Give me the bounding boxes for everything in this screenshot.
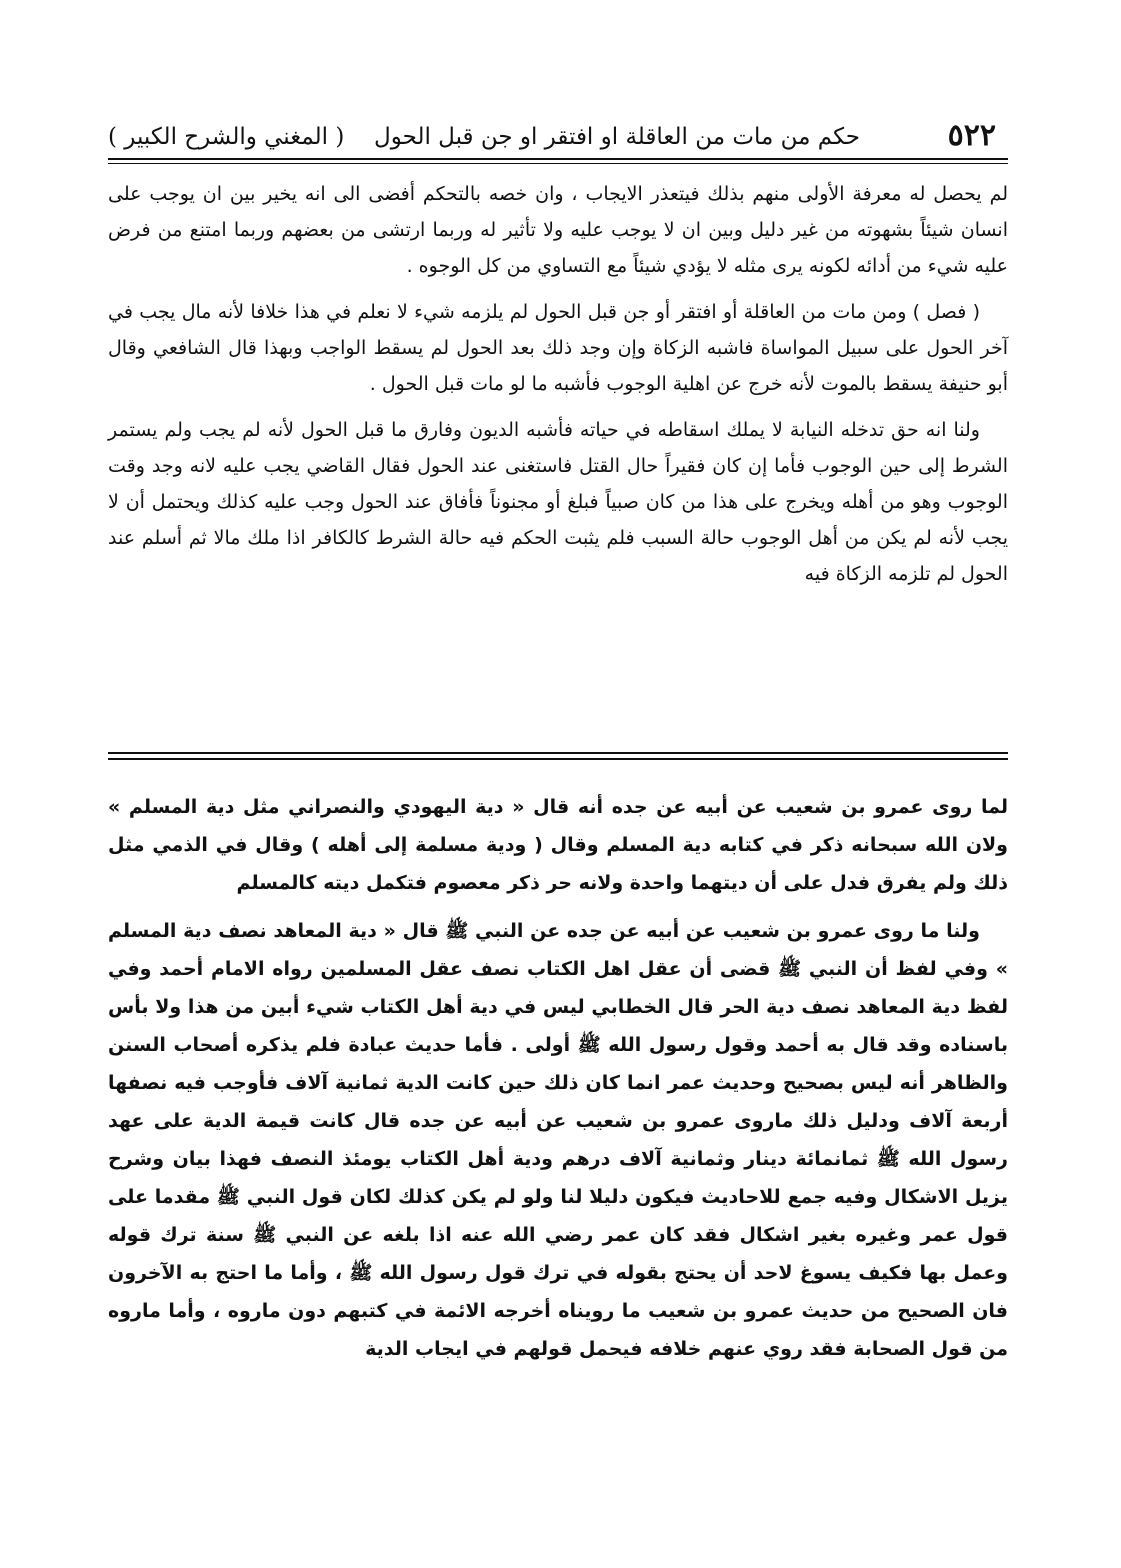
commentary-paragraph: لما روى عمرو بن شعيب عن أبيه عن جده أنه قال « دية اليهودي والنصراني مثل دية المسلم » ولان الله سبحانه ذكر في كتابه دية المسلم وقال ( ودية مسلمة إلى أهله ) وقال في الذمي مثل ذلك ولم يفرق فدل على أن ديتهما واحدة ولانه حر ذكر معصوم فتكمل ديته كالمسلم — [108, 796, 1008, 894]
commentary-text — [108, 788, 1008, 1378]
running-title: حكم من مات من العاقلة او افتقر او جن قبل الحول — [374, 124, 860, 150]
header-divider — [108, 158, 1008, 164]
commentary-paragraph: ولنا ما روى عمرو بن شعيب عن أبيه عن جده عن النبي ﷺ قال « دية المعاهد نصف دية المسلم » وفي لفظ أن النبي ﷺ قضى أن عقل اهل الكتاب نصف عقل المسلمين رواه الامام أحمد وفي لفظ دية المعاهد نصف دية الحر قال الخطابي ليس في دية أهل الكتاب شيء أبين من هذا ولا بأس باسناده وقد قال به أحمد وقول رسول الله ﷺ أولى . فأما حديث عبادة فلم يذكره أصحاب السنن والظاهر أنه ليس بصحيح وحديث عمر انما كان ذلك حين كانت الدية ثمانية آلاف فأوجب فيه نصفها أربعة آلاف ودليل ذلك ماروى عمرو بن شعيب عن أبيه عن جده قال كانت قيمة الدية على عهد رسول الله ﷺ ثمانمائة دينار وثمانية آلاف درهم ودية أهل الكتاب يومئذ النصف فهذا بيان وشرح يزيل الاشكال وفيه جمع للاحاديث فيكون دليلا لنا ولو لم يكن كذلك لكان قول النبي ﷺ مقدما على قول عمر وغيره بغير اشكال فقد كان عمر رضي الله عنه اذا بلغه عن النبي ﷺ سنة ترك قوله وعمل بها فكيف يسوغ لاحد أن يحتج بقوله في ترك قول رسول الله ﷺ ، وأما ما احتج به الآخرون فان الصحيح من حديث عمرو بن شعيب ما رويناه أخرجه الائمة في كتبهم دون ماروه ، وأما ماروه من قول الصحابة فقد روي عنهم خلافه فيحمل قولهم في ايجاب الدية — [108, 920, 1008, 1360]
main-paragraph: ولنا انه حق تدخله النيابة لا يملك اسقاطه في حياته فأشبه الديون وفارق ما قبل الحول لأنه لم يجب ولم يستمر الشرط إلى حين الوجوب فأما إن كان فقيراً حال القتل فاستغنى عند الحول فقال القاضي يجب عليه لانه وجد وقت الوجوب وهو من أهله ويخرج على هذا من كان صبياً فبلغ أو مجنوناً فأفاق عند الحول وجب عليه كذلك ويحتمل أن لا يجب لأنه لم يكن من أهل الوجوب حالة السبب فلم يثبت الحكم فيه حالة الشرط كالكافر اذا ملك مالا ثم أسلم عند الحول لم تلزمه الزكاة فيه — [108, 419, 1008, 585]
book-page — [108, 110, 1008, 1510]
main-paragraph: ( فصل ) ومن مات من العاقلة أو افتقر أو جن قبل الحول لم يلزمه شيء لا نعلم في هذا خلافا لأنه مال يجب في آخر الحول على سبيل المواساة فاشبه الزكاة وإن وجد ذلك بعد الحول لم يسقط الواجب وبهذا قال الشافعي وقال أبو حنيفة يسقط بالموت لأنه خرج عن اهلية الوجوب فأشبه ما لو مات قبل الحول . — [108, 301, 1008, 395]
main-paragraph: لم يحصل له معرفة الأولى منهم بذلك فيتعذر الايجاب ، وان خصه بالتحكم أفضى الى انه يخير بين ان يوجب على انسان شيئاً بشهوته من غير دليل وبين ان لا يوجب عليه ولا تأثير له وربما ارتشى من بعضهم وربما امتنع من فرض عليه شيء من أدائه لكونه يرى مثله لا يؤدي شيئاً مع التساوي من كل الوجوه . — [108, 183, 1008, 277]
page-header — [108, 110, 1008, 158]
book-title: ( المغني والشرح الكبير ) — [108, 124, 345, 150]
main-text — [108, 176, 1008, 602]
section-divider — [108, 752, 1008, 760]
page-number: ٥٢٢ — [947, 118, 996, 153]
